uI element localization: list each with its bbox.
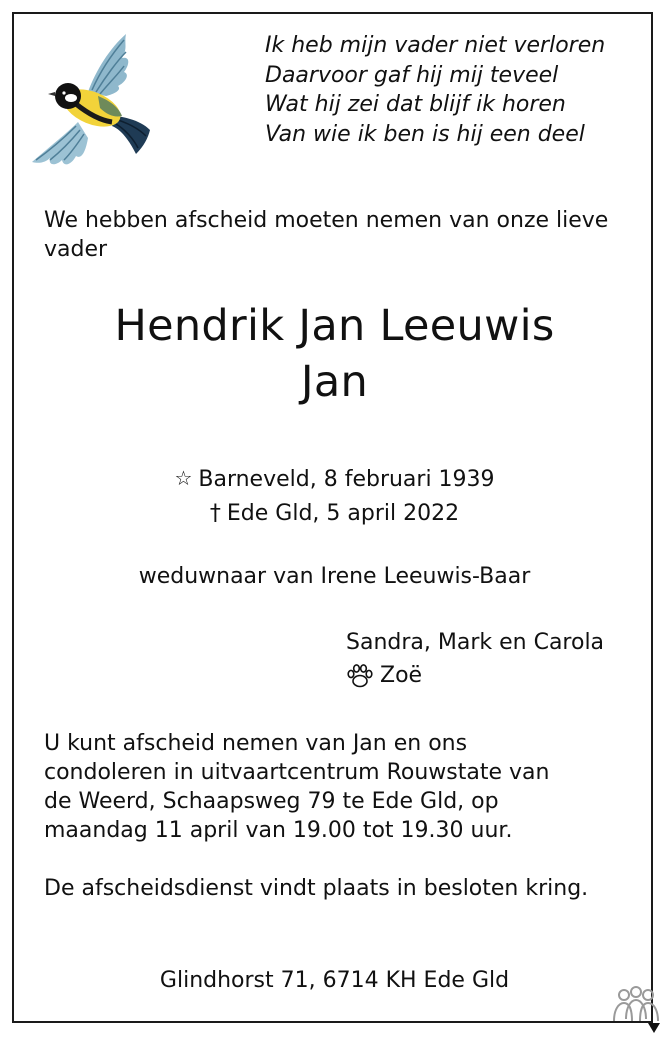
service-text: De afscheidsdienst vindt plaats in besloten kring. xyxy=(44,876,589,901)
birth-text: Barneveld, 8 februari 1939 xyxy=(198,467,495,492)
poem xyxy=(265,31,605,149)
pet-name: Zoë xyxy=(380,663,423,688)
children-names: Sandra, Mark en Carola xyxy=(346,630,605,655)
widower-text: weduwnaar van Irene Leeuwis-Baar xyxy=(138,564,531,589)
paw-icon xyxy=(346,663,374,689)
deceased-full-name: Hendrik Jan Leeuwis xyxy=(114,301,555,351)
deceased-called-name: Jan xyxy=(300,357,369,407)
visitation-text xyxy=(44,729,644,845)
people-logo-icon xyxy=(608,985,660,1035)
address: Glindhorst 71, 6714 KH Ede Gld xyxy=(159,968,510,993)
star-icon: ☆ xyxy=(174,466,193,490)
intro-text: We hebben afscheid moeten nemen van onze lieve vader xyxy=(44,208,609,262)
poem-line: Ik heb mijn vader niet verloren xyxy=(265,33,606,58)
visitation-line: de Weerd, Schaapsweg 79 te Ede Gld, op xyxy=(44,789,499,814)
poem-line: Van wie ik ben is hij een deel xyxy=(265,121,585,147)
dagger-icon: † xyxy=(209,501,221,526)
death-text: Ede Gld, 5 april 2022 xyxy=(226,501,460,526)
visitation-line: maandag 11 april van 19.00 tot 19.30 uur. xyxy=(44,818,513,843)
poem-line: Wat hij zei dat blijf ik horen xyxy=(265,92,566,117)
poem-line: Daarvoor gaf hij mij teveel xyxy=(265,62,559,88)
pet-line xyxy=(346,660,422,692)
birth-line xyxy=(0,462,669,497)
bird-icon xyxy=(26,30,154,175)
death-line xyxy=(0,497,669,531)
visitation-line: U kunt afscheid nemen van Jan en ons xyxy=(44,731,468,756)
visitation-line: condoleren in uitvaartcentrum Rouwstate van xyxy=(44,760,550,785)
